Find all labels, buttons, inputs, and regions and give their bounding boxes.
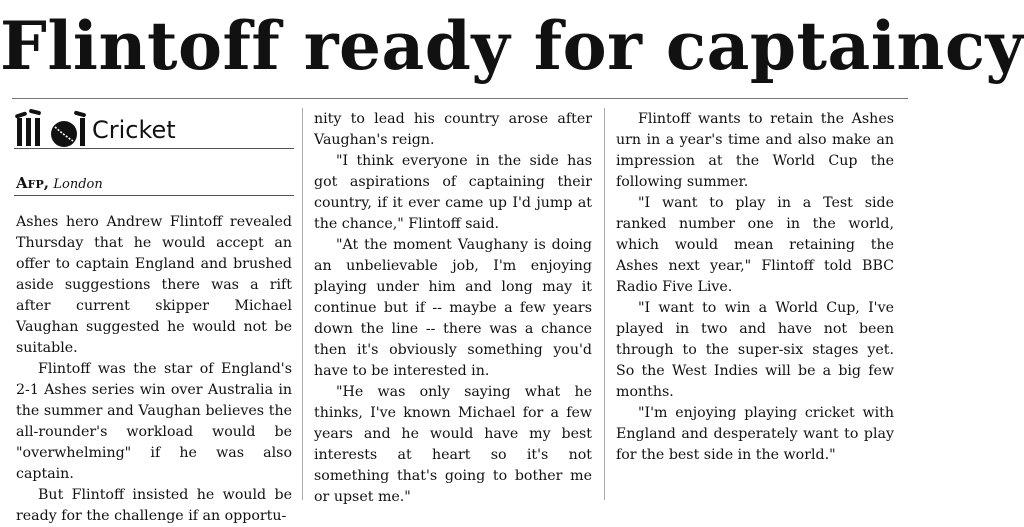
article-paragraph: But Flintoff insisted he would be ready for the challenge if an opportu-	[16, 487, 292, 524]
column-divider	[302, 108, 303, 500]
section-rule	[14, 148, 294, 149]
byline	[16, 174, 292, 194]
article-paragraph: Flintoff wants to retain the Ashes urn in a year's time and also make an impression at the World Cup the following summer.	[616, 111, 894, 190]
article-paragraph: "I want to win a World Cup, I've played in two and have not been through to the super-six stages yet. So the West Indies will be a big few months.	[616, 300, 894, 400]
article-column-1	[16, 212, 292, 527]
article-paragraph: Flintoff was the star of England's 2-1 Ashes series win over Australia in the summer and Vaughan believes the all-rounder's workload would be "overwhelming" if he was also captain.	[16, 361, 292, 482]
section-header	[14, 108, 294, 148]
article-paragraph: "At the moment Vaughany is doing an unbelievable job, I'm enjoying playing under him and long may it continue but if -- maybe a few years down the line -- there was a chance then it's obviously something you'd have to be interested in.	[314, 237, 592, 379]
section-label: Cricket	[92, 116, 176, 144]
headline-rule	[12, 98, 908, 99]
article-paragraph: "I want to play in a Test side ranked number one in the world, which would mean retaining the Ashes next year," Flintoff told BBC Radio Five Live.	[616, 195, 894, 295]
article-paragraph: Ashes hero Andrew Flintoff revealed Thursday that he would accept an offer to captain England and brushed aside suggestions there was a rift after current skipper Michael Vaughan suggested he would not be suitable.	[16, 214, 292, 356]
headline: Flintoff ready for captaincy	[0, 7, 1024, 85]
article-paragraph: nity to lead his country arose after Vaughan's reign.	[314, 111, 592, 148]
byline-location: London	[53, 177, 103, 192]
article-column-3	[616, 109, 894, 466]
cricket-stumps-ball-icon	[14, 108, 88, 148]
article-paragraph: "I'm enjoying playing cricket with England and desperately want to play for the best side in the world."	[616, 405, 894, 463]
byline-rule	[14, 195, 294, 196]
column-divider	[604, 108, 605, 500]
article-paragraph: "I think everyone in the side has got aspirations of captaining their country, if it ever came up I'd jump at the chance," Flintoff said.	[314, 153, 592, 232]
byline-agency: Afp,	[16, 174, 49, 192]
article-paragraph: "He was only saying what he thinks, I've known Michael for a few years and he would have my best interests at heart so it's not something that's going to bother me or upset me."	[314, 384, 592, 505]
article-column-2	[314, 109, 592, 508]
